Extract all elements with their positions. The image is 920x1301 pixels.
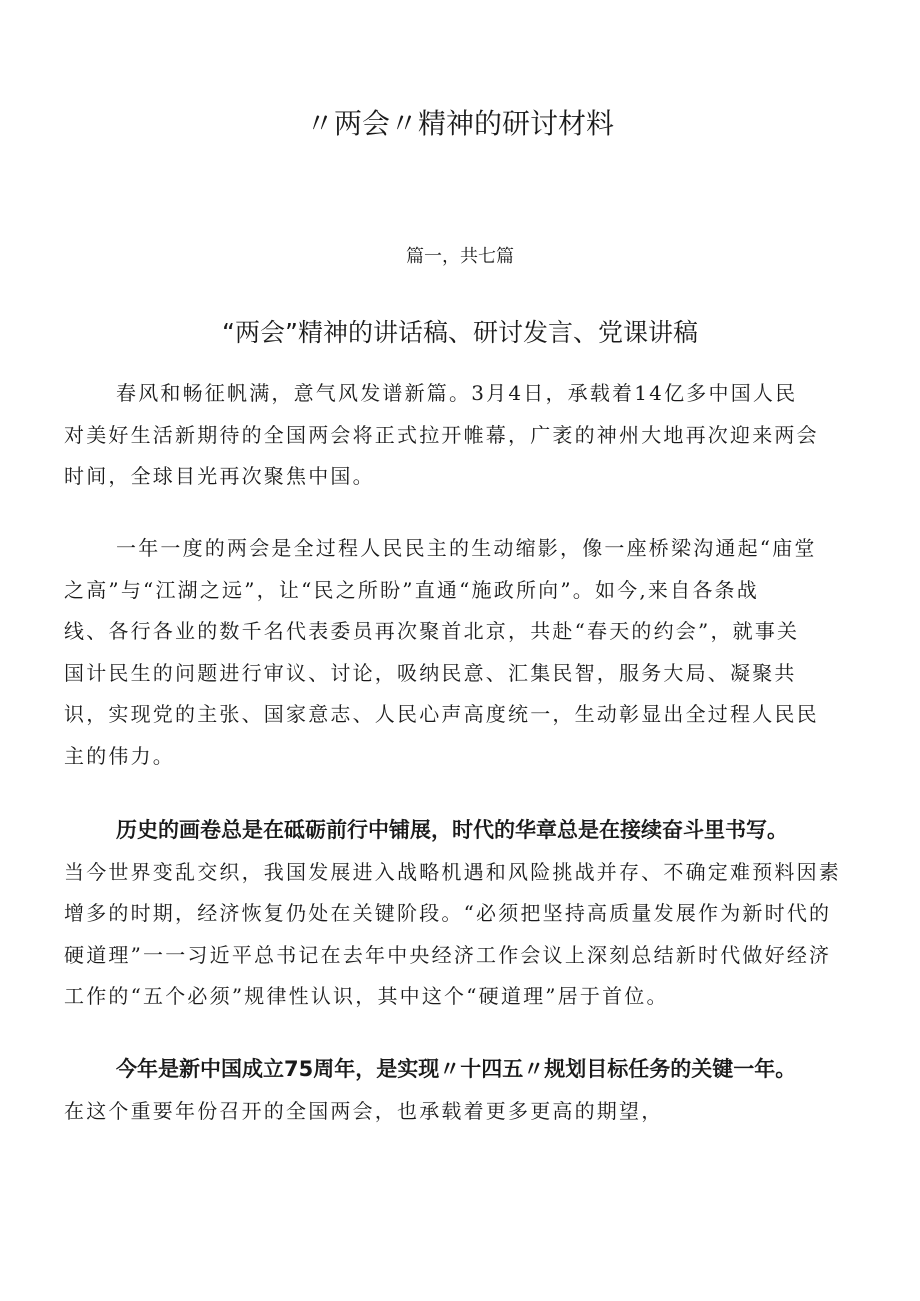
paragraph-line: 之高”与“江湖之远”，让“民之所盼”直通“施政所向”。如今,来自各条战 xyxy=(64,577,759,602)
paragraph-2 xyxy=(64,528,864,777)
paragraph-4 xyxy=(64,1049,864,1132)
paragraph-line: 增多的时期，经济恢复仍处在关键阶段。“必须把坚持高质量发展作为新时代的 xyxy=(64,901,832,925)
paragraph-line: 国计民生的问题进行审议、讨论，吸纳民意、汇集民智，服务大局、凝聚共 xyxy=(64,660,797,685)
paragraph-line: 对美好生活新期待的全国两会将正式拉开帷幕，广袤的神州大地再次迎来两会 xyxy=(64,422,819,447)
paragraph-3 xyxy=(64,810,864,1018)
paragraph-line: 在这个重要年份召开的全国两会，也承载着更多更高的期望， xyxy=(64,1098,664,1123)
paragraph-line: 主的伟力。 xyxy=(64,743,175,768)
document-title: 〃两会〃精神的研讨材料 xyxy=(305,107,614,140)
paragraph-lead-sentence: 历史的画卷总是在砥砺前行中铺展，时代的华章总是在接续奋斗里书写。 xyxy=(116,818,788,842)
paragraph-lead-sentence: 今年是新中国成立75周年，是实现〃十四五〃规划目标任务的关键一年。 xyxy=(116,1057,797,1081)
paragraph-line: 一年一度的两会是全过程人民民主的生动缩影，像一座桥梁沟通起“庙堂 xyxy=(116,536,817,560)
paragraph-1 xyxy=(64,373,864,498)
paragraph-line: 硬道理”一一习近平总书记在去年中央经济工作会议上深刻总结新时代做好经济 xyxy=(64,942,832,967)
paragraph-line: 线、各行各业的数千名代表委员再次聚首北京，共赴“春天的约会”，就事关 xyxy=(64,619,800,643)
section-title: “两会”精神的讲话稿、研讨发言、党课讲稿 xyxy=(222,318,698,347)
part-label: 篇一，共七篇 xyxy=(406,246,514,267)
paragraph-line: 当今世界变乱交织，我国发展进入战略机遇和风险挑战并存、不确定难预料因素 xyxy=(64,859,841,884)
paragraph-line: 春风和畅征帆满，意气风发谱新篇。3月4日，承载着14亿多中国人民 xyxy=(116,381,798,405)
paragraph-line: 时间，全球目光再次聚焦中国。 xyxy=(64,464,375,488)
paragraph-line: 识，实现党的主张、国家意志、人民心声高度统一，生动彰显出全过程人民民 xyxy=(64,702,819,726)
paragraph-line: 工作的“五个必须”规律性认识，其中这个“硬道理”居于首位。 xyxy=(64,984,669,1008)
